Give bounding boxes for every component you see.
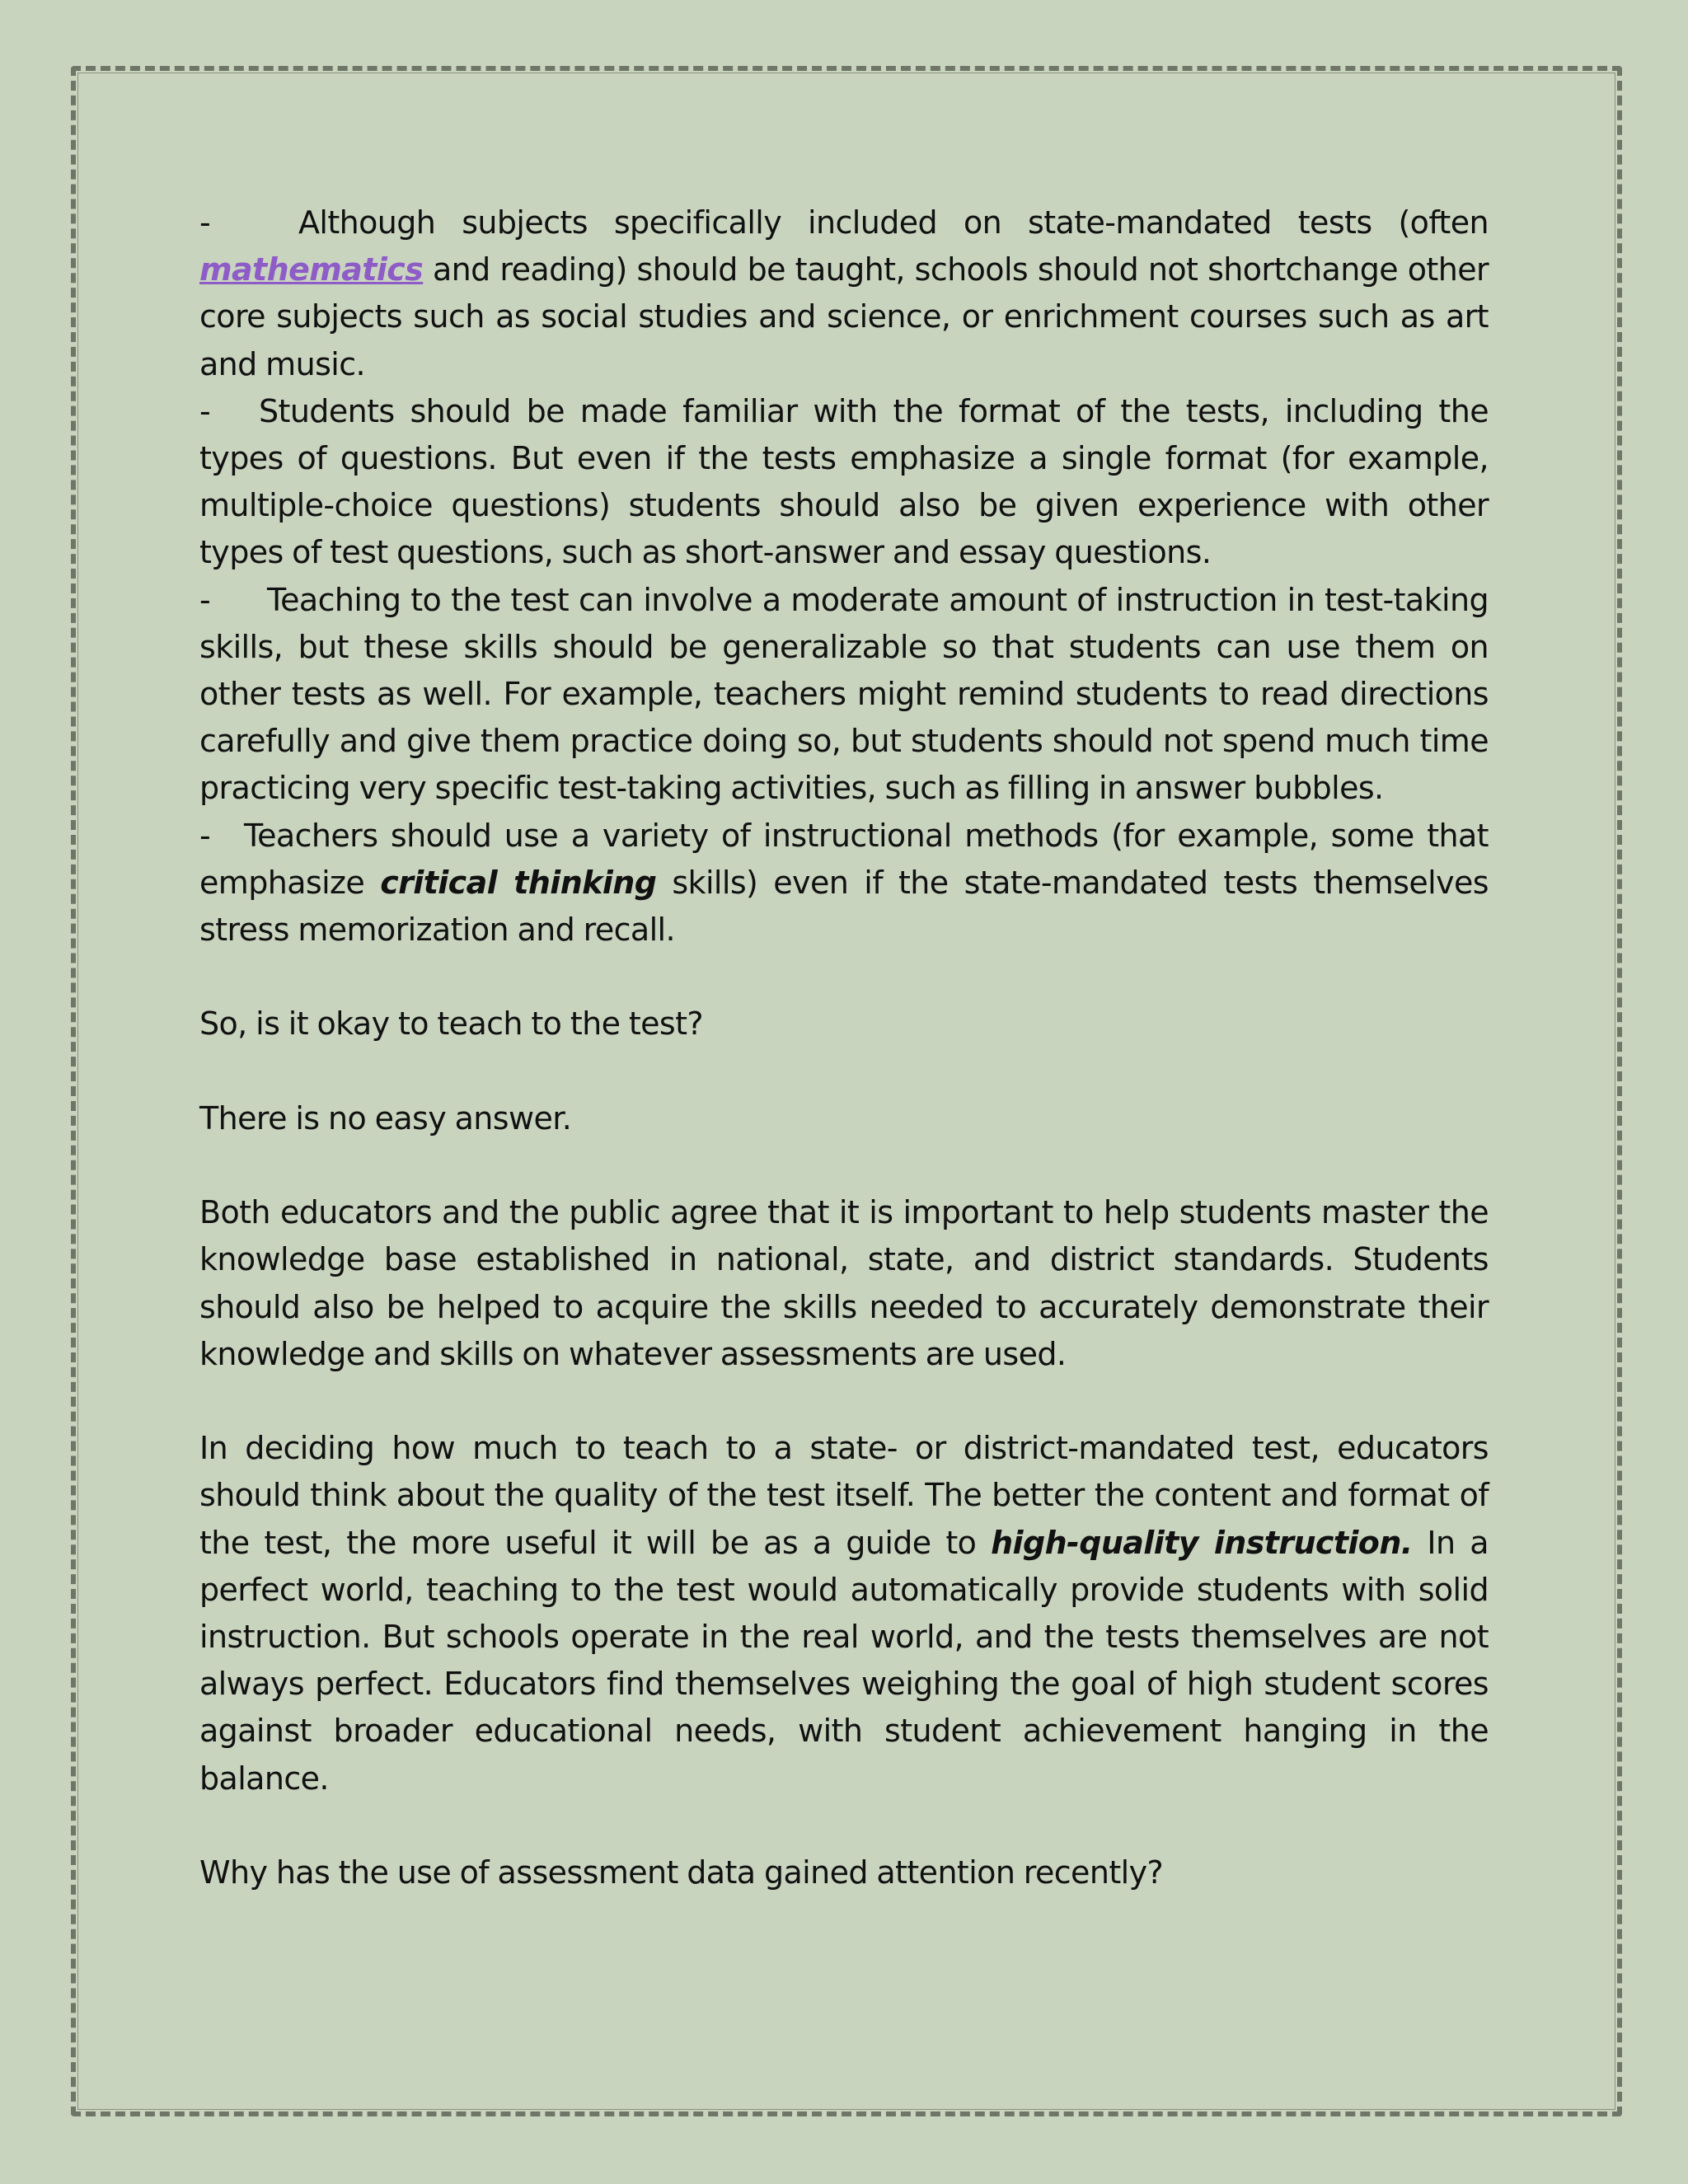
body-paragraph <box>199 1425 1489 1802</box>
bullet-text: skills) even if the state-mandated tests themselves stress memorization and recall. <box>199 864 1489 949</box>
answer-line: There is no easy answer. <box>199 1099 572 1137</box>
bullet-text: Although subjects specifically included on state-mandated tests (often <box>298 204 1489 241</box>
high-quality-instruction-emphasis: high-quality instruction. <box>991 1524 1413 1561</box>
bullet-item <box>199 388 1489 577</box>
paragraph-gap <box>199 954 1489 1001</box>
document-body <box>199 199 1489 1896</box>
bullet-item <box>199 199 1489 388</box>
bullet-marker: - <box>199 581 211 618</box>
paragraph-text: In deciding how much to teach to a state- or district-mandated test, educators should think about the quality of the test itself. The better the content and format of the test, the more useful it will be as a guide to <box>199 1430 1489 1561</box>
bullet-marker: - <box>199 817 211 854</box>
bullet-item <box>199 577 1489 813</box>
paragraph-gap <box>199 1142 1489 1189</box>
bullet-item <box>199 813 1489 954</box>
bullet-text: Teaching to the test can involve a moderate amount of instruction in test-taking skills, but these skills should be generalizable so that students can use them on other tests as well. For example, teachers might remind students to read directions carefully and give them practice doing so, but students should not spend much time practicing very specific test-taking activities, such as filling in answer bubbles. <box>199 581 1489 807</box>
paragraph-gap <box>199 1378 1489 1425</box>
body-paragraph: Both educators and the public agree that it is important to help students master the knowledge base established in national, state, and district standards. Students should also be helped to acquire the skills needed to accurately demonstrate their knowledge and skills on whatever assessments are used. <box>199 1194 1489 1372</box>
bullet-marker: - <box>199 392 211 429</box>
critical-thinking-emphasis: critical thinking <box>380 864 657 901</box>
question-line: Why has the use of assessment data gained attention recently? <box>199 1854 1164 1891</box>
bullet-text: Teachers should use a variety of instructional methods (for example, some that emphasize <box>199 817 1489 901</box>
question-line: So, is it okay to teach to the test? <box>199 1005 704 1043</box>
paragraph-gap <box>199 1802 1489 1849</box>
bullet-text: and reading) should be taught, schools should not shortchange other core subjects such as social studies and science, or enrichment courses such as art and music. <box>199 251 1489 382</box>
paragraph-gap <box>199 1048 1489 1095</box>
bullet-marker: - <box>199 204 211 241</box>
mathematics-link[interactable]: mathematics <box>199 251 424 288</box>
bullet-text: Students should be made familiar with the format of the tests, including the types of questions. But even if the tests emphasize a single format (for example, multiple-choice questions) students should also be given experience with other types of test questions, such as short-answer and essay questions. <box>199 392 1489 571</box>
paragraph-text: In a perfect world, teaching to the test would automatically provide students with solid instruction. But schools operate in the real world, and the tests themselves are not always perfect. Educators find themselves weighing the goal of high student scores against broader educational needs, with student achievement hanging in the balance. <box>199 1524 1489 1797</box>
